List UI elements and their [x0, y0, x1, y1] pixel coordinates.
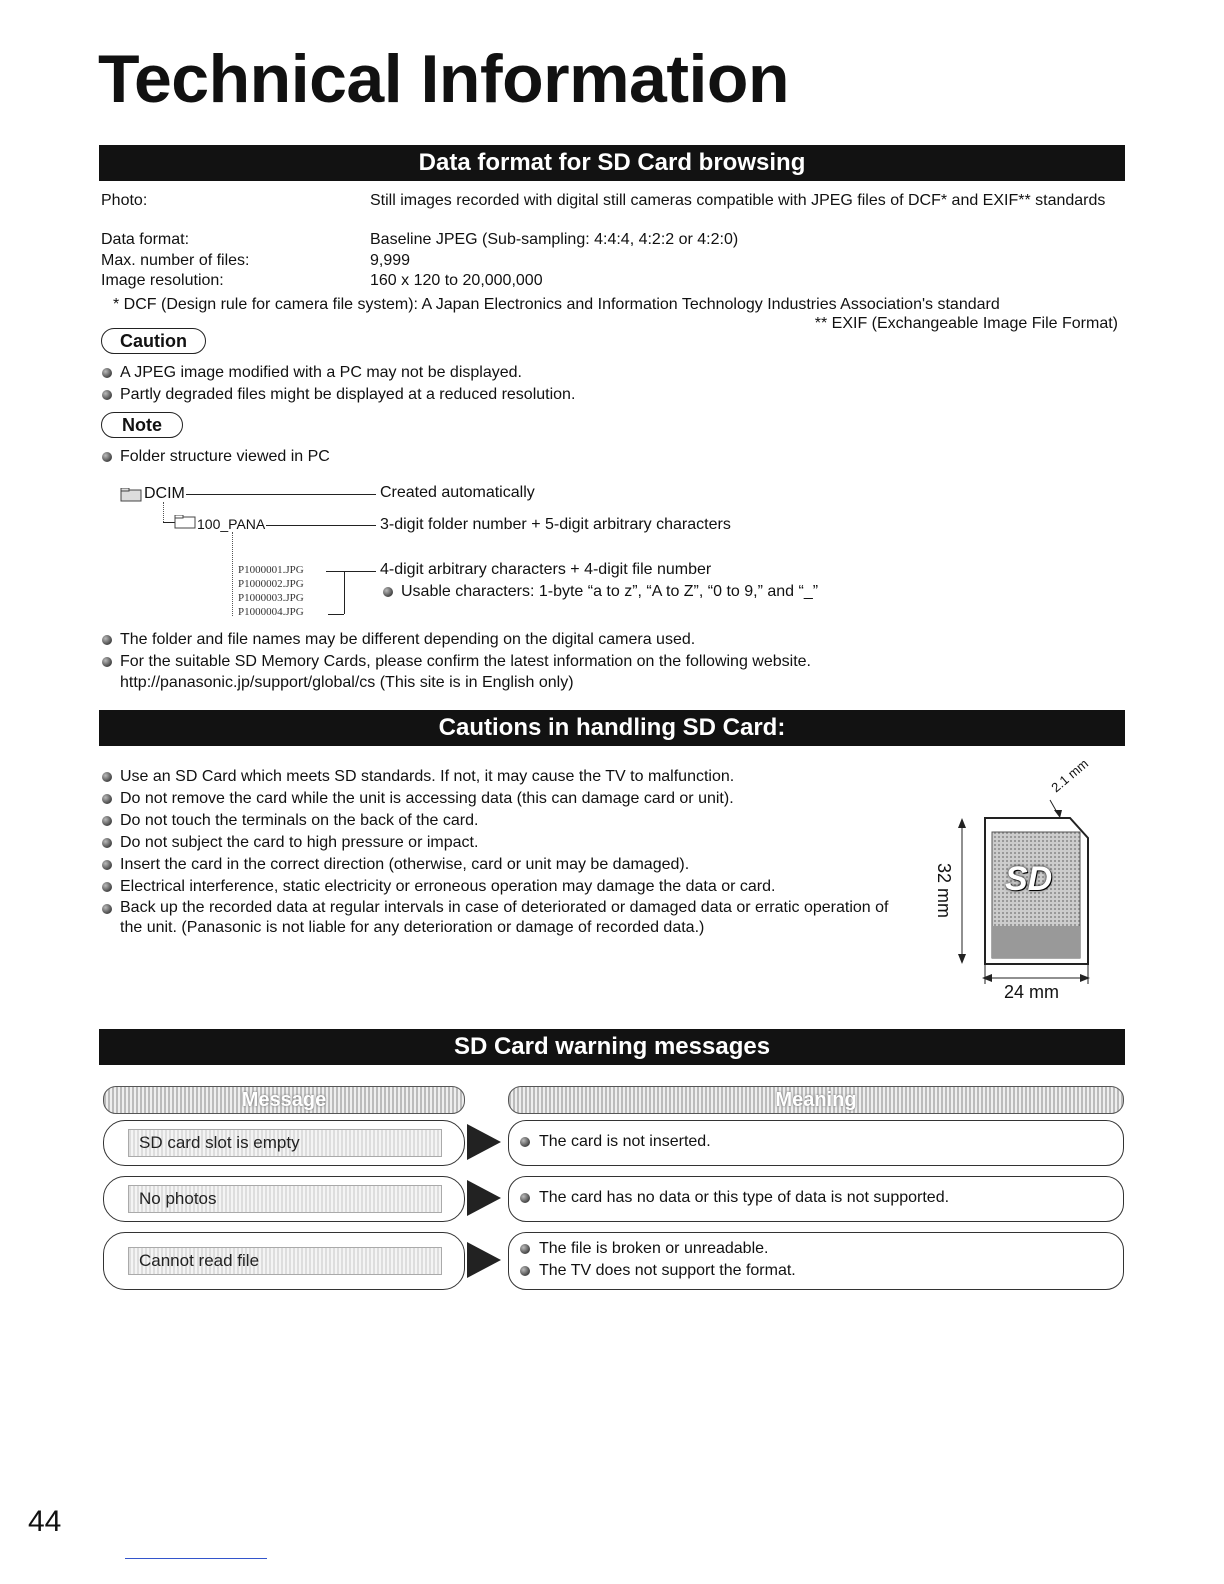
list-item: For the suitable SD Memory Cards, please confirm the latest information on the following website. [101, 651, 811, 673]
folder-notes-list [101, 629, 811, 673]
section-heading-data-format: Data format for SD Card browsing [99, 145, 1125, 181]
warning-message-box [103, 1120, 465, 1166]
tree-file: P1000002.JPG [238, 578, 304, 590]
sd-logo: SD [1005, 860, 1053, 898]
page-title: Technical Information [98, 41, 789, 117]
warning-meaning-box [508, 1232, 1124, 1290]
tree-file: P1000003.JPG [238, 592, 304, 604]
caution-label: Caution [101, 328, 206, 354]
support-website-link[interactable]: http://panasonic.jp/support/global/cs (This site is in English only) [120, 674, 574, 691]
list-item: The TV does not support the format. [519, 1260, 796, 1282]
list-item: Electrical interference, static electricity or erroneous operation may damage the data or card. [101, 876, 891, 898]
handling-cautions-list [101, 766, 891, 938]
arrow-right-icon [467, 1180, 501, 1216]
list-item: Partly degraded files might be displayed at a reduced resolution. [101, 384, 575, 406]
folder-icon [174, 515, 196, 529]
list-item: Folder structure viewed in PC [101, 446, 330, 468]
list-item: The card is not inserted. [519, 1131, 711, 1153]
warning-message-text: Cannot read file [128, 1247, 442, 1275]
list-item: Do not subject the card to high pressure or impact. [101, 832, 891, 854]
footnote-dcf: * DCF (Design rule for camera file system): A Japan Electronics and Information Technology Industries Association's standard [113, 296, 1000, 313]
sd-card-thickness-label: 2.1 mm [1048, 755, 1092, 796]
sd-card-width-label: 24 mm [1004, 982, 1060, 1002]
note-list [101, 446, 330, 468]
tree-folder-name: 100_PANA [197, 516, 266, 532]
column-header-meaning: Meaning [508, 1086, 1124, 1114]
list-item: Back up the recorded data at regular intervals in case of deteriorated or damaged data or erratic operation of the unit. (Panasonic is not liable for any deterioration or damage of recorded data.) [101, 898, 891, 938]
tree-file: P1000001.JPG [238, 564, 304, 576]
spec-value-max-files: 9,999 [370, 252, 411, 269]
list-item: Use an SD Card which meets SD standards. If not, it may cause the TV to malfunction. [101, 766, 891, 788]
warning-message-text: No photos [128, 1185, 442, 1213]
tree-file: P1000004.JPG [238, 606, 304, 618]
caution-list [101, 362, 575, 406]
arrow-right-icon [467, 1124, 501, 1160]
arrow-right-icon [467, 1242, 501, 1278]
page-divider [125, 1558, 267, 1559]
spec-label-max-files: Max. number of files: [101, 252, 250, 269]
list-item: Do not touch the terminals on the back of the card. [101, 810, 891, 832]
spec-label-data-format: Data format: [101, 231, 190, 248]
section-heading-cautions: Cautions in handling SD Card: [99, 710, 1125, 746]
list-item: The folder and file names may be different depending on the digital camera used. [101, 629, 811, 651]
list-item: Do not remove the card while the unit is accessing data (this can damage card or unit). [101, 788, 891, 810]
note-label: Note [101, 412, 183, 438]
page-number: 44 [28, 1505, 62, 1538]
folder-icon [120, 488, 142, 502]
warning-meaning-box [508, 1120, 1124, 1166]
warning-message-box [103, 1176, 465, 1222]
warning-meaning-box [508, 1176, 1124, 1222]
spec-label-photo: Photo: [101, 192, 148, 209]
list-item: The card has no data or this type of data is not supported. [519, 1187, 949, 1209]
sd-card-height-label: 32 mm [934, 862, 955, 919]
warning-message-text: SD card slot is empty [128, 1129, 442, 1157]
spec-value-resolution: 160 x 120 to 20,000,000 [370, 272, 543, 289]
tree-root-name: DCIM [144, 485, 185, 502]
list-item: Usable characters: 1-byte “a to z”, “A to Z”, “0 to 9,” and “_” [382, 581, 818, 603]
footnote-exif: ** EXIF (Exchangeable Image File Format) [814, 315, 1118, 332]
usable-chars-list [382, 581, 818, 603]
column-header-message: Message [103, 1086, 465, 1114]
list-item: The file is broken or unreadable. [519, 1238, 796, 1260]
list-item: Insert the card in the correct direction (otherwise, card or unit may be damaged). [101, 854, 891, 876]
list-item: A JPEG image modified with a PC may not be displayed. [101, 362, 575, 384]
sd-card-illustration [930, 752, 1110, 1002]
tree-folder-desc: 3-digit folder number + 5-digit arbitrary characters [380, 516, 731, 533]
spec-value-photo: Still images recorded with digital still cameras compatible with JPEG files of DCF* and EXIF** standards [370, 192, 1106, 209]
spec-label-resolution: Image resolution: [101, 272, 224, 289]
sd-card-lower-stripe [992, 926, 1080, 958]
section-heading-warnings: SD Card warning messages [99, 1029, 1125, 1065]
warning-message-box [103, 1232, 465, 1290]
spec-value-data-format: Baseline JPEG (Sub-sampling: 4:4:4, 4:2:2 or 4:2:0) [370, 231, 739, 248]
tree-file-desc: 4-digit arbitrary characters + 4-digit file number [380, 561, 712, 578]
tree-root-desc: Created automatically [380, 484, 535, 501]
